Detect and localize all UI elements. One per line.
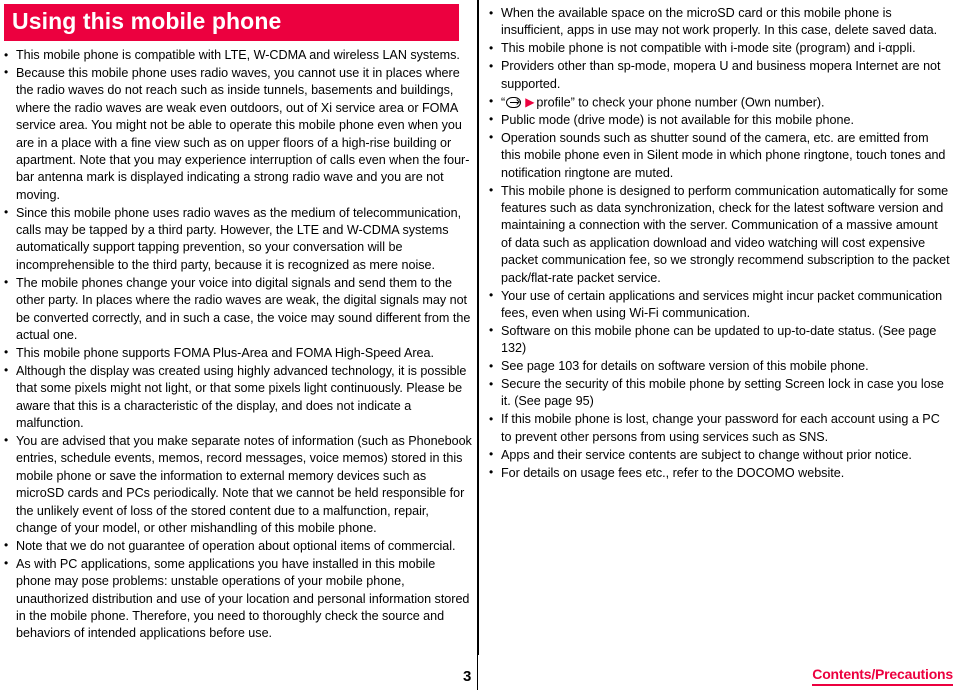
list-item: • Operation sounds such as shutter sound of the camera, etc. are emitted from this mobile phone even in Silent mode in which phone ringtone, touch tones and notification ringtone are muted. — [489, 130, 950, 182]
footer-section-tab[interactable]: Contents/Precautions — [812, 666, 953, 686]
menu-key-icon — [506, 97, 521, 108]
section-heading-banner: Using this mobile phone — [4, 4, 459, 41]
right-arrow-icon: ▶ — [525, 94, 535, 109]
page-footer — [0, 655, 957, 690]
list-item: • See page 103 for details on software version of this mobile phone. — [489, 358, 950, 375]
list-item: • If this mobile phone is lost, change your password for each account using a PC to prevent other persons from using services such as SNS. — [489, 411, 950, 446]
list-item-text-a: This mobile phone is not compatible with i-mode site (program) and i-αppli. — [501, 41, 916, 56]
profile-bullet-text: profile” to check your phone number (Own number). — [536, 95, 825, 110]
page-number: 3 — [463, 668, 472, 685]
list-item — [489, 40, 950, 57]
list-item: • When the available space on the microSD card or this mobile phone is insufficient, apps in use may not work properly. In this case, delete saved data. — [489, 5, 950, 40]
list-item: • This mobile phone is compatible with LTE, W-CDMA and wireless LAN systems. — [4, 47, 472, 64]
list-item-profile — [489, 94, 950, 112]
list-item: • You are advised that you make separate notes of information (such as Phonebook entries, schedule events, memos, record messages, voice memos) stored in this mobile phone or save the information to external memory devices such as microSD cards and PCs periodically. Note that we cannot be held responsible for the unlikely event of loss of the stored content due to a malfunction, repair, change of your model, or other mishandling of this mobile phone. — [4, 433, 472, 537]
list-item: • This mobile phone is designed to perform communication automatically for some features such as data synchronization, check for the latest software version and maintaining a connection with the server. Communication of a massive amount of data such as application download and video watching will cost expensive packet communication fee, so we strongly recommend subscription to the packet pack/flat-rate packet service. — [489, 183, 950, 287]
list-item: • Secure the security of this mobile phone by setting Screen lock in case you lose it. (See page 95) — [489, 376, 950, 411]
left-column — [0, 0, 478, 643]
list-item: • Since this mobile phone uses radio waves as the medium of telecommunication, calls may be tapped by a third party. However, the LTE and W-CDMA systems automatically support tapping prevention, so your conversation will be incomprehensible to the third party, because it is recognized as mere noise. — [4, 205, 472, 275]
right-column-bullet-list — [489, 5, 950, 482]
list-item: • Because this mobile phone uses radio waves, you cannot use it in places where the radio waves do not reach such as inside tunnels, basements and buildings, where the radio waves are weak even outdoors, out of Xi service area or FOMA service area. You might not be able to operate this mobile phone even when you are in a place with a fine view such as on upper floors of a high-rise building or apartment. Note that you may experience interruption of calls even when the four-bar antenna mark is displayed indicating a strong radio wave and you are not moving. — [4, 65, 472, 204]
list-item: • This mobile phone supports FOMA Plus-Area and FOMA High-Speed Area. — [4, 345, 472, 362]
list-item: • The mobile phones change your voice into digital signals and send them to the other party. In places where the radio waves are weak, the digital signals may not be converted correctly, and in such a case, the voice may sound different from the actual one. — [4, 275, 472, 345]
list-item: • Apps and their service contents are subject to change without prior notice. — [489, 447, 950, 464]
list-item: • Providers other than sp-mode, mopera U and business mopera Internet are not supported. — [489, 58, 950, 93]
list-item: • Although the display was created using highly advanced technology, it is possible that some pixels might not light, or that some pixels light continuously. Please be aware that this is a characteristic of the display, and does not indicate a malfunction. — [4, 363, 472, 433]
list-item: • Software on this mobile phone can be updated to up-to-date status. (See page 132) — [489, 323, 950, 358]
list-item: • Public mode (drive mode) is not available for this mobile phone. — [489, 112, 950, 129]
right-column — [478, 0, 956, 655]
list-item: • As with PC applications, some applications you have installed in this mobile phone may pose problems: unstable operations of your mobile phone, unauthorized distribution and use of your location and personal information stored in the mobile phone. Therefore, you need to thoroughly check the source and behaviors of intended applications before use. — [4, 556, 472, 643]
quote-open: “ — [501, 95, 506, 110]
left-column-bullet-list — [4, 47, 472, 643]
list-item: • For details on usage fees etc., refer to the DOCOMO website. — [489, 465, 950, 482]
list-item: • Your use of certain applications and services might incur packet communication fees, even when using Wi-Fi communication. — [489, 288, 950, 323]
list-item: • Note that we do not guarantee of operation about optional items of commercial. — [4, 538, 472, 555]
